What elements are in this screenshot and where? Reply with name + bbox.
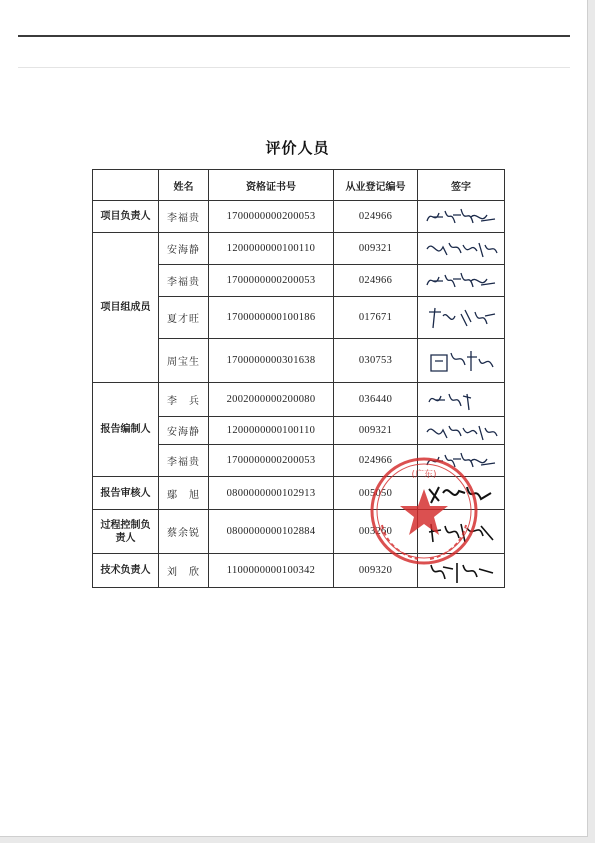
reg-cell: 005050 [334, 477, 418, 510]
role-cell: 报告编制人 [93, 383, 159, 477]
handwritten-signature [421, 447, 501, 475]
header-reg: 从业登记编号 [334, 170, 418, 201]
cert-cell: 1100000000100342 [209, 554, 334, 588]
reg-cell: 024966 [334, 265, 418, 297]
reg-cell: 036440 [334, 383, 418, 417]
role-cell: 技术负责人 [93, 554, 159, 588]
cert-cell: 1700000000200053 [209, 265, 334, 297]
reg-cell: 009320 [334, 554, 418, 588]
name-cell: 夏才旺 [159, 297, 209, 339]
signature-cell [418, 477, 505, 510]
handwritten-signature [421, 516, 501, 548]
name-cell: 李福贵 [159, 445, 209, 477]
table-row [93, 233, 505, 265]
signature-cell [418, 201, 505, 233]
cert-cell: 1200000000100110 [209, 233, 334, 265]
header-rule [18, 35, 570, 37]
name-cell: 周宝生 [159, 339, 209, 383]
handwritten-signature [421, 203, 501, 231]
handwritten-signature [421, 557, 501, 585]
header-signature: 签字 [418, 170, 505, 201]
signature-cell [418, 445, 505, 477]
name-cell: 李福贵 [159, 201, 209, 233]
role-cell: 过程控制负责人 [93, 510, 159, 554]
name-cell: 李福贵 [159, 265, 209, 297]
signature-cell [418, 297, 505, 339]
reg-cell: 024966 [334, 201, 418, 233]
cert-cell: 1700000000200053 [209, 445, 334, 477]
signature-cell [418, 417, 505, 445]
personnel-table [92, 169, 505, 588]
handwritten-signature [421, 302, 501, 334]
table-row [93, 383, 505, 417]
header-role [93, 170, 159, 201]
cert-cell: 2002000000200080 [209, 383, 334, 417]
name-cell: 鄢 旭 [159, 477, 209, 510]
page-title: 评价人员 [265, 139, 330, 157]
reg-cell: 009321 [334, 233, 418, 265]
table-row [93, 510, 505, 554]
header-rule-faint [18, 67, 570, 68]
seal-text: (广东) [411, 470, 437, 480]
handwritten-signature [421, 235, 501, 263]
reg-cell: 030753 [334, 339, 418, 383]
cert-cell: 1700000000100186 [209, 297, 334, 339]
cert-cell: 0800000000102913 [209, 477, 334, 510]
handwritten-signature [421, 386, 501, 414]
table-row [93, 201, 505, 233]
handwritten-signature [421, 418, 501, 444]
role-cell: 项目负责人 [93, 201, 159, 233]
signature-cell [418, 554, 505, 588]
cert-cell: 1700000000200053 [209, 201, 334, 233]
cert-cell: 0800000000102884 [209, 510, 334, 554]
name-cell: 蔡余锐 [159, 510, 209, 554]
table-row [93, 554, 505, 588]
signature-cell [418, 383, 505, 417]
name-cell: 安海静 [159, 417, 209, 445]
reg-cell: 003260 [334, 510, 418, 554]
signature-cell [418, 510, 505, 554]
table-row [93, 477, 505, 510]
cert-cell: 1700000000301638 [209, 339, 334, 383]
table-header-row [93, 170, 505, 201]
role-cell: 报告审核人 [93, 477, 159, 510]
cert-cell: 1200000000100110 [209, 417, 334, 445]
name-cell: 安海静 [159, 233, 209, 265]
handwritten-signature [421, 345, 501, 377]
handwritten-signature [421, 479, 501, 507]
header-cert: 资格证书号 [209, 170, 334, 201]
reg-cell: 009321 [334, 417, 418, 445]
reg-cell: 024966 [334, 445, 418, 477]
name-cell: 刘 欣 [159, 554, 209, 588]
handwritten-signature [421, 267, 501, 295]
name-cell: 李 兵 [159, 383, 209, 417]
header-name: 姓名 [159, 170, 209, 201]
signature-cell [418, 233, 505, 265]
signature-cell [418, 265, 505, 297]
role-cell: 项目组成员 [93, 233, 159, 383]
reg-cell: 017671 [334, 297, 418, 339]
signature-cell [418, 339, 505, 383]
